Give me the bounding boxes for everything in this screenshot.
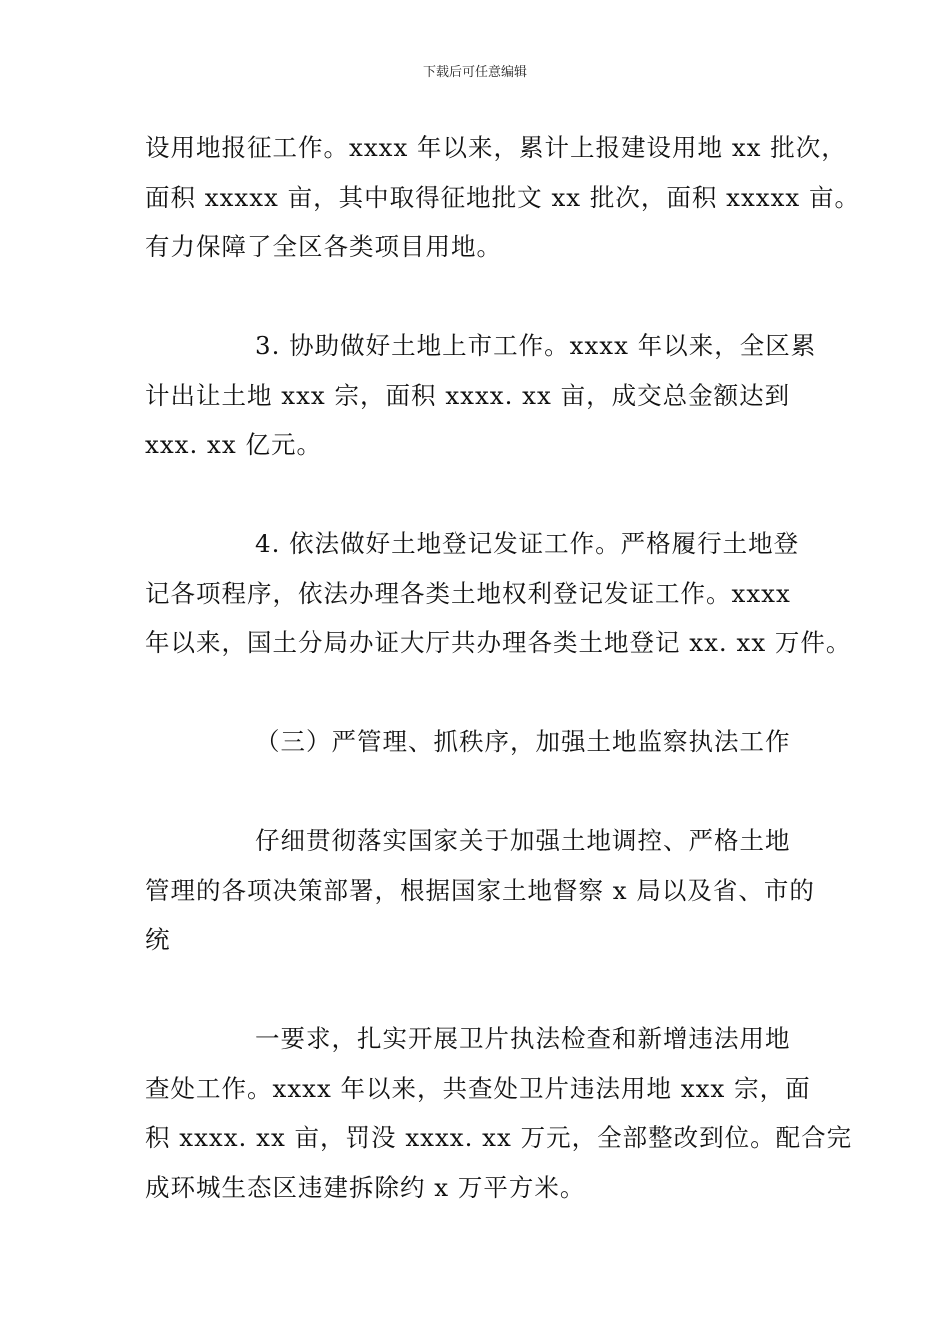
text-line: 4. 依法做好土地登记发证工作。严格履行土地登 xyxy=(255,529,800,558)
paragraph-policy-implementation xyxy=(145,816,815,965)
text-line: 仔细贯彻落实国家关于加强土地调控、严格土地 xyxy=(255,826,791,855)
text-line: 年以来，国土分局办证大厅共办理各类土地登记 xx. xx 万件。 xyxy=(145,628,852,657)
page-header: 下载后可任意编辑 xyxy=(422,65,527,80)
text-line: 一要求，扎实开展卫片执法检查和新增违法用地 xyxy=(255,1024,791,1053)
paragraph-land-market xyxy=(145,321,815,470)
text-line: 有力保障了全区各类项目用地。 xyxy=(145,232,502,261)
text-line: 统 xyxy=(145,925,171,954)
text-line: 设用地报征工作。xxxx 年以来，累计上报建设用地 xx 批次， xyxy=(145,133,847,162)
text-line: 查处工作。xxxx 年以来，共查处卫片违法用地 xxx 宗，面 xyxy=(145,1073,811,1103)
text-line: 管理的各项决策部署，根据国家土地督察 x 局以及省、市的 xyxy=(145,875,815,905)
section-heading xyxy=(145,717,815,767)
text-line: 面积 xxxxx 亩，其中取得征地批文 xx 批次，面积 xxxxx 亩。 xyxy=(145,182,861,212)
paragraph-enforcement xyxy=(145,1014,853,1212)
paragraph-land-requisition xyxy=(145,123,861,272)
paragraph-land-registration xyxy=(145,519,852,668)
text-line: 记各项程序，依法办理各类土地权利登记发证工作。xxxx xyxy=(145,578,791,608)
document-body xyxy=(145,123,861,1212)
section-heading-text: （三）严管理、抓秩序，加强土地监察执法工作 xyxy=(255,727,791,756)
text-line: 积 xxxx. xx 亩，罚没 xxxx. xx 万元，全部整改到位。配合完 xyxy=(145,1123,853,1152)
text-line: 3. 协助做好土地上市工作。xxxx 年以来，全区累 xyxy=(255,331,817,360)
text-line: 计出让土地 xxx 宗，面积 xxxx. xx 亩，成交总金额达到 xyxy=(145,380,791,410)
text-line: xxx. xx 亿元。 xyxy=(145,430,322,459)
text-line: 成环城生态区违建拆除约 x 万平方米。 xyxy=(145,1172,586,1202)
